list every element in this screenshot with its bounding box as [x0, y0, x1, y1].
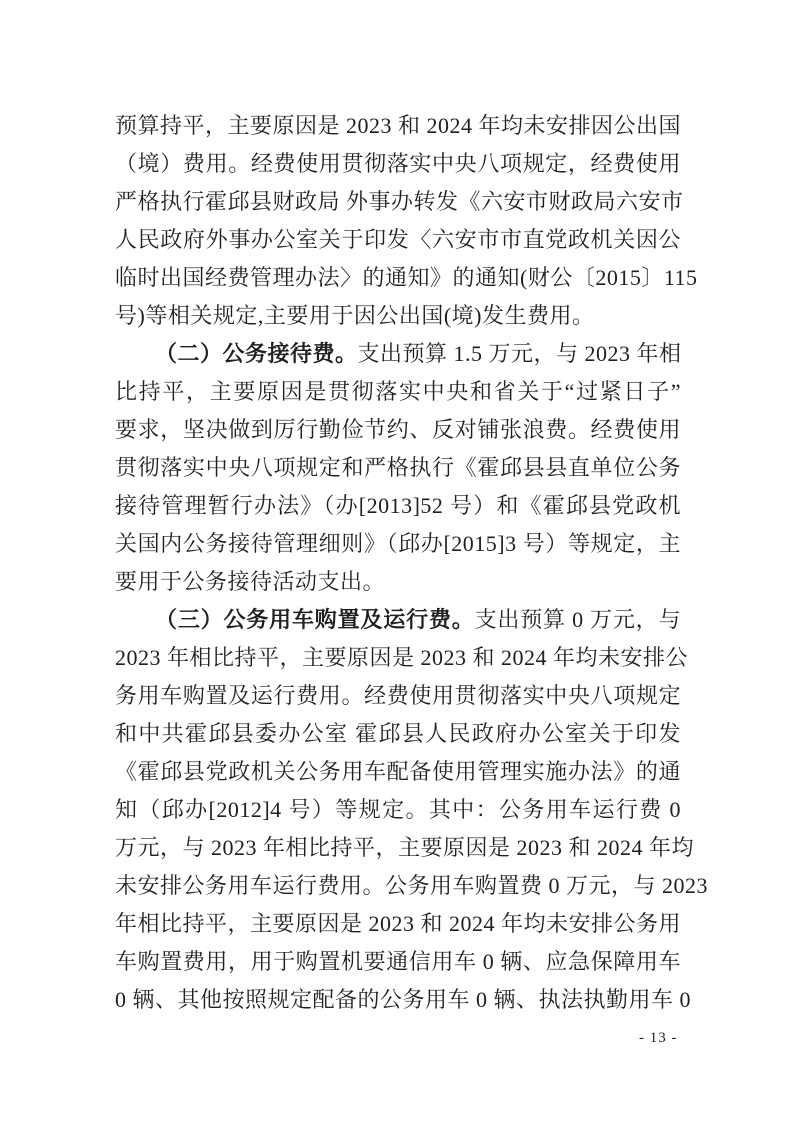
text-run: 支出预算 0 万元，与: [474, 607, 681, 632]
text-run: 0 辆、其他按照规定配备的公务用车 0 辆、执法执勤用车 0: [115, 987, 692, 1012]
text-run: 支出预算 1.5 万元，与 2023 年相: [357, 341, 682, 366]
text-line: [115, 715, 681, 753]
text-line: [115, 525, 681, 563]
text-run: 贯彻落实中央八项规定和严格执行《霍邱县县直单位公务: [115, 455, 681, 480]
text-line: [115, 449, 681, 487]
text-line: [115, 107, 681, 145]
text-line: [115, 411, 681, 449]
text-run: （境）费用。经费使用贯彻落实中央八项规定，经费使用: [115, 151, 681, 176]
text-run: 未安排公务用车运行费用。公务用车购置费 0 万元，与 2023: [115, 873, 709, 898]
text-line: [115, 639, 689, 677]
text-line: [115, 335, 681, 373]
text-run: 2023 年相比持平，主要原因是 2023 和 2024 年均未安排公: [115, 645, 689, 670]
text-line: [115, 563, 681, 601]
text-run: 年相比持平，主要原因是 2023 和 2024 年均未安排公务用: [115, 911, 682, 936]
text-line: [115, 145, 681, 183]
text-line: [115, 829, 695, 867]
text-line: [115, 905, 681, 943]
text-line: [115, 867, 709, 905]
text-run: 预算持平，主要原因是 2023 和 2024 年均未安排因公出国: [115, 113, 682, 138]
text-line: [115, 677, 681, 715]
text-line: [115, 259, 698, 297]
text-line: [115, 221, 681, 259]
heading-run: （三）公务用车购置及运行费。: [155, 607, 475, 632]
document-body: [115, 107, 709, 1019]
text-run: 接待管理暂行办法》（办[2013]52 号）和《霍邱县党政机: [115, 493, 681, 518]
text-run: 关国内公务接待管理细则》（邱办[2015]3 号）等规定，主: [115, 531, 681, 556]
text-run: 要用于公务接待活动支出。: [115, 569, 386, 594]
text-line: [115, 183, 684, 221]
page-number: - 13 -: [639, 1030, 678, 1046]
text-run: 要求，坚决做到厉行勤俭节约、反对铺张浪费。经费使用: [115, 417, 681, 442]
text-run: 务用车购置及运行费用。经费使用贯彻落实中央八项规定: [115, 683, 681, 708]
text-line: [115, 601, 681, 639]
text-run: 严格执行霍邱县财政局 外事办转发《六安市财政局六安市: [115, 189, 684, 214]
text-line: [115, 943, 681, 981]
text-run: 车购置费用，用于购置机要通信用车 0 辆、应急保障用车: [115, 949, 681, 974]
text-run: 万元，与 2023 年相比持平，主要原因是 2023 和 2024 年均: [115, 835, 695, 860]
text-line: [115, 297, 681, 335]
text-run: 和中共霍邱县委办公室 霍邱县人民政府办公室关于印发: [115, 721, 681, 746]
text-run: 人民政府外事办公室关于印发〈六安市市直党政机关因公: [115, 227, 681, 252]
text-line: [115, 373, 681, 411]
text-run: 《霍邱县党政机关公务用车配备使用管理实施办法》的通: [115, 759, 681, 784]
text-line: [115, 753, 681, 791]
text-line: [115, 981, 692, 1019]
text-run: 号)等相关规定,主要用于因公出国(境)发生费用。: [115, 303, 595, 328]
text-run: 比持平，主要原因是贯彻落实中央和省关于“过紧日子”: [115, 379, 681, 404]
text-line: [115, 487, 681, 525]
text-run: 临时出国经费管理办法〉的通知》的通知(财公〔2015〕115: [115, 265, 698, 290]
text-run: 知（邱办[2012]4 号）等规定。其中：公务用车运行费 0: [115, 797, 681, 822]
text-line: [115, 791, 681, 829]
heading-run: （二）公务接待费。: [155, 341, 358, 366]
